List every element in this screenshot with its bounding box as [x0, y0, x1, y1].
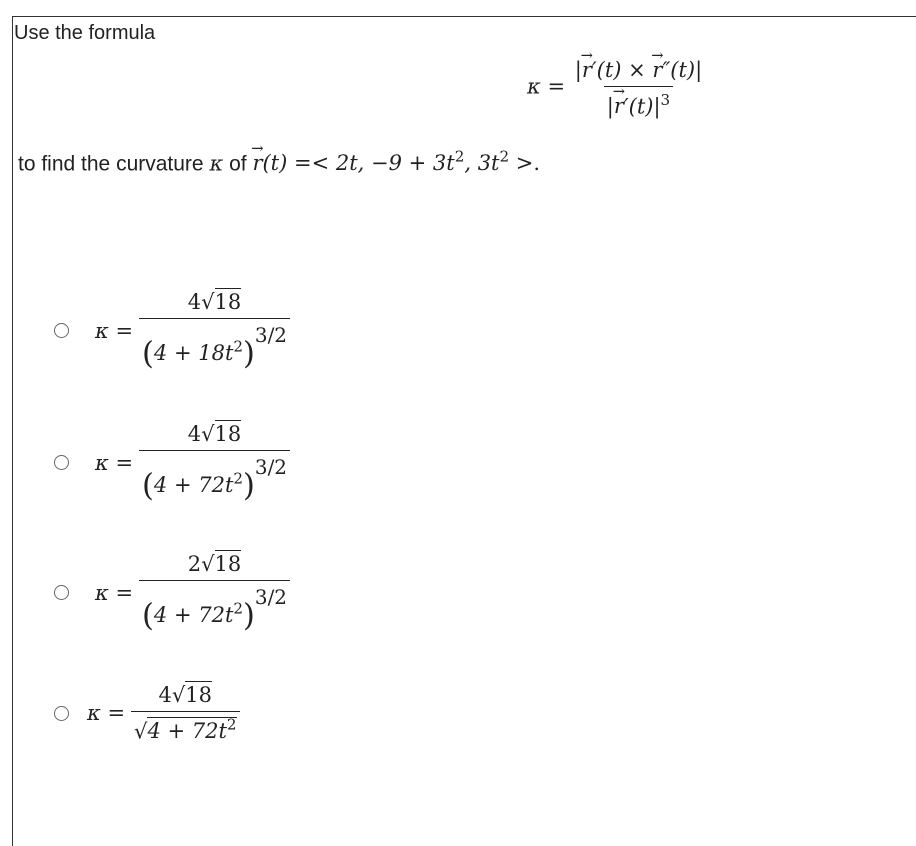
option-1-denominator: $(4 + 18t^2)3/2$ [139, 318, 290, 372]
formula-denominator: |→ $r'(t)|^3$ [604, 86, 673, 118]
curvature-formula [527, 58, 705, 118]
formula-lhs: κ = [527, 74, 566, 99]
option-2-expression: κ = $\frac{4√18}{(4 + 72t^2)3/2}$ [95, 422, 290, 504]
formula-numerator: |→ r′(t) × → r″(t)| [572, 58, 705, 86]
option-4-denominator: $√4 + 72t^2$ [131, 711, 239, 743]
vector-function: → r(t) =< 2t, $-9 + 3t^2$, $3t^2$ >. [252, 151, 540, 175]
option-2-numerator: 4√18 [187, 422, 242, 446]
option-1-expression: κ = $\frac{4√18}{(4 + 18t^2)3/2}$ [95, 290, 290, 372]
radio-button-3[interactable] [54, 585, 69, 600]
of-text: of [229, 152, 247, 176]
formula-fraction [572, 58, 705, 118]
question-intro: Use the formula [14, 22, 156, 44]
radio-button-2[interactable] [54, 455, 69, 470]
answer-option-2[interactable] [54, 422, 290, 504]
radio-button-4[interactable] [54, 706, 69, 721]
radio-button-1[interactable] [54, 323, 69, 338]
option-4-expression: κ = $\frac{4√18}{√4 + 72t^2}$ [87, 683, 240, 743]
option-1-numerator: 4√18 [187, 290, 242, 314]
option-4-numerator: 4√18 [158, 683, 213, 707]
option-3-denominator: $(4 + 72t^2)3/2$ [139, 580, 290, 634]
find-text: to find the curvature [18, 152, 204, 176]
answer-option-4[interactable] [54, 683, 240, 743]
option-3-numerator: 2√18 [187, 552, 242, 576]
option-2-denominator: $(4 + 72t^2)3/2$ [139, 450, 290, 504]
answer-option-3[interactable] [54, 552, 290, 634]
kappa-symbol: κ [209, 151, 224, 176]
option-3-expression: κ = $\frac{2√18}{(4 + 72t^2)3/2}$ [95, 552, 290, 634]
answer-option-1[interactable] [54, 290, 290, 372]
question-text [18, 148, 540, 176]
